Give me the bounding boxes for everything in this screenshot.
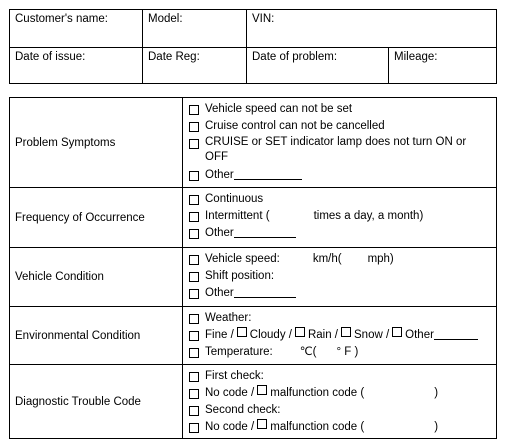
option-label: Shift position: <box>205 270 275 282</box>
option-label: CRUISE or SET indicator lamp does not turn ON or OFF <box>205 136 467 163</box>
option-cannot-cancel[interactable] <box>187 118 492 135</box>
checkbox[interactable] <box>189 372 199 382</box>
environmental-condition-label: Environmental Condition <box>15 329 141 342</box>
unit-kmh: km/h( <box>312 253 342 265</box>
option-other[interactable] <box>187 285 492 302</box>
other-blank-line[interactable] <box>434 327 478 340</box>
weather-fine-label: Fine / <box>205 329 234 341</box>
column-divider <box>182 307 183 364</box>
column-divider <box>182 365 183 438</box>
option-label: Vehicle speed can not be set <box>205 103 353 115</box>
checkbox[interactable] <box>189 272 199 282</box>
option-shift-position[interactable] <box>187 268 492 285</box>
date-reg-label: Date Reg: <box>148 51 200 63</box>
environmental-condition-row <box>10 306 496 364</box>
option-first-check[interactable] <box>187 368 492 385</box>
column-divider <box>182 248 183 306</box>
frequency-label: Frequency of Occurrence <box>15 211 145 224</box>
column-divider <box>182 98 183 187</box>
option-other[interactable] <box>187 225 492 242</box>
customer-name-field[interactable] <box>10 10 113 28</box>
no-code-label: No code / <box>205 421 255 433</box>
option-label: Other <box>205 287 234 299</box>
option-label: First check: <box>205 370 264 382</box>
weather-snow-label: Snow / <box>354 329 390 341</box>
checkbox-fine[interactable] <box>189 331 199 341</box>
option-label: Other <box>205 169 234 181</box>
checkbox-snow[interactable] <box>341 327 351 337</box>
close-paren: ) <box>434 387 439 399</box>
option-label: Weather: <box>205 312 252 324</box>
option-label: Second check: <box>205 404 281 416</box>
option-second-check[interactable] <box>187 402 492 419</box>
no-code-label: No code / <box>205 387 255 399</box>
model-field[interactable] <box>143 10 188 28</box>
frequency-options <box>187 191 492 242</box>
problem-symptoms-options <box>187 101 492 184</box>
customer-name-label: Customer's name: <box>15 13 108 25</box>
diagnosis-checklist-table <box>9 97 497 439</box>
option-indicator-lamp[interactable] <box>187 135 492 167</box>
checkbox[interactable] <box>189 122 199 132</box>
second-check-codes <box>187 419 492 436</box>
option-other[interactable] <box>187 167 492 184</box>
option-label: Cruise control can not be cancelled <box>205 120 385 132</box>
checkbox-no-code[interactable] <box>189 389 199 399</box>
option-temperature[interactable] <box>187 344 492 361</box>
date-reg-field[interactable] <box>143 48 205 66</box>
option-label: Temperature: <box>205 346 273 358</box>
checkbox-rain[interactable] <box>295 327 305 337</box>
checkbox[interactable] <box>189 289 199 299</box>
column-divider <box>182 188 183 247</box>
checkbox-other[interactable] <box>392 327 402 337</box>
checkbox[interactable] <box>189 314 199 324</box>
environmental-options <box>187 310 492 361</box>
model-label: Model: <box>148 13 183 25</box>
weather-choices <box>187 327 492 344</box>
vehicle-condition-options <box>187 251 492 302</box>
first-check-codes <box>187 385 492 402</box>
vehicle-condition-label: Vehicle Condition <box>15 271 104 283</box>
vin-field[interactable] <box>247 10 279 28</box>
problem-symptoms-row <box>10 98 496 187</box>
checkbox[interactable] <box>189 229 199 239</box>
checkbox-no-code[interactable] <box>189 423 199 433</box>
unit-fahrenheit: ° F ) <box>336 346 359 358</box>
vehicle-condition-row <box>10 247 496 306</box>
checkbox[interactable] <box>189 212 199 222</box>
option-intermittent[interactable] <box>187 208 492 225</box>
dtc-options <box>187 368 492 436</box>
close-paren: ) <box>434 421 439 433</box>
checkbox-cloudy[interactable] <box>237 327 247 337</box>
unit-mph: mph) <box>367 253 394 265</box>
checkbox[interactable] <box>189 171 199 181</box>
option-label: Continuous <box>205 193 264 205</box>
option-speed-not-set[interactable] <box>187 101 492 118</box>
checkbox[interactable] <box>189 406 199 416</box>
unit-celsius: ℃( <box>299 346 317 358</box>
problem-symptoms-label: Problem Symptoms <box>15 136 116 149</box>
malfunction-code-label: malfunction code ( <box>270 421 365 433</box>
weather-cloudy-label: Cloudy / <box>249 329 292 341</box>
weather-other-label: Other <box>405 329 434 341</box>
dtc-row <box>10 364 496 438</box>
checkbox[interactable] <box>189 195 199 205</box>
option-weather[interactable] <box>187 310 492 327</box>
other-blank-line[interactable] <box>234 167 302 180</box>
option-label-suffix: times a day, a month) <box>313 210 424 222</box>
malfunction-code-label: malfunction code ( <box>270 387 365 399</box>
other-blank-line[interactable] <box>234 225 296 238</box>
checkbox-malfunction-code[interactable] <box>257 385 267 395</box>
option-label: Vehicle speed: <box>205 253 280 265</box>
date-of-issue-field[interactable] <box>10 48 90 66</box>
date-of-problem-label: Date of problem: <box>252 51 338 63</box>
mileage-label: Mileage: <box>394 51 438 63</box>
vehicle-info-header <box>9 9 497 84</box>
weather-rain-label: Rain / <box>307 329 338 341</box>
other-blank-line[interactable] <box>234 285 296 298</box>
checkbox[interactable] <box>189 255 199 265</box>
mileage-field[interactable] <box>389 48 442 66</box>
dtc-label: Diagnostic Trouble Code <box>15 395 141 408</box>
vin-label: VIN: <box>252 13 275 25</box>
option-label: Other <box>205 227 234 239</box>
option-continuous[interactable] <box>187 191 492 208</box>
checkbox-malfunction-code[interactable] <box>257 419 267 429</box>
option-label: Intermittent ( <box>205 210 270 222</box>
checkbox[interactable] <box>189 105 199 115</box>
option-vehicle-speed[interactable] <box>187 251 492 268</box>
frequency-row <box>10 187 496 247</box>
checkbox[interactable] <box>189 348 199 358</box>
date-of-issue-label: Date of issue: <box>15 51 86 63</box>
checkbox[interactable] <box>189 139 199 149</box>
date-of-problem-field[interactable] <box>247 48 342 66</box>
